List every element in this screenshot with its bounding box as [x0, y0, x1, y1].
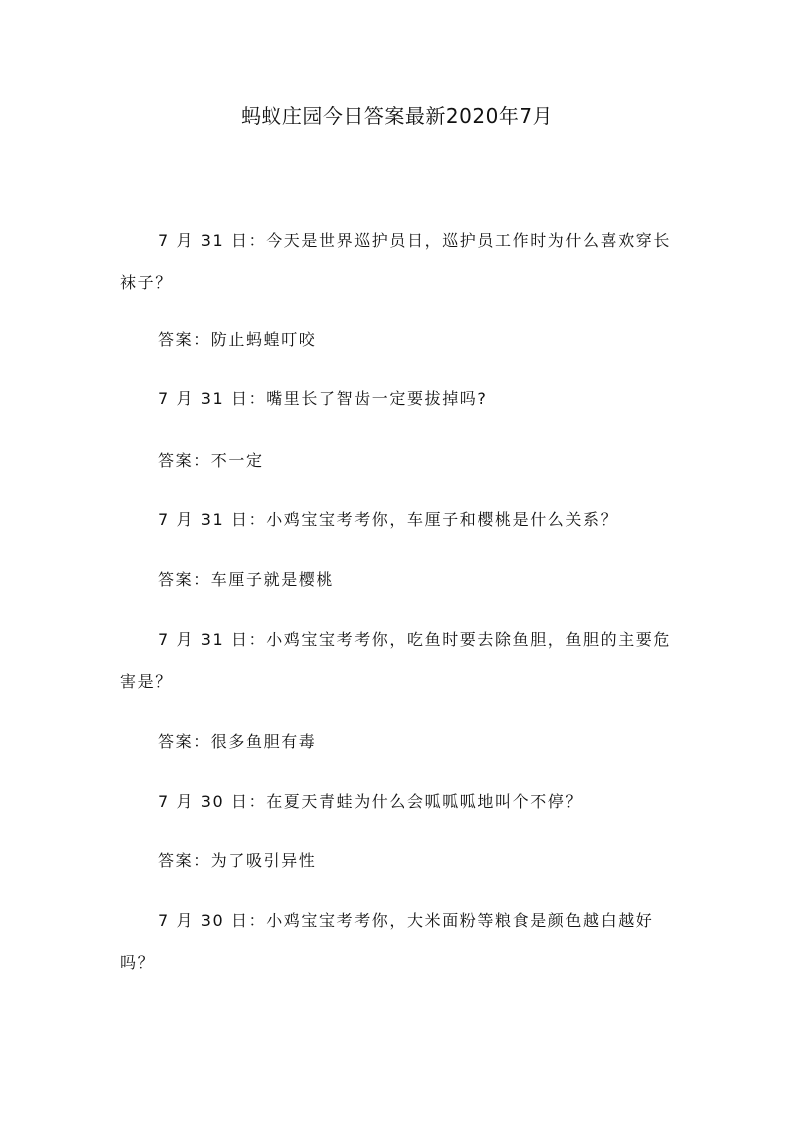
question-paragraph: 7 月 31 日：小鸡宝宝考考你，车厘子和樱桃是什么关系？ [158, 510, 619, 529]
answer-paragraph: 答案：很多鱼胆有毒 [158, 732, 317, 751]
question-paragraph: 7 月 31 日：嘴里长了智齿一定要拔掉吗? [158, 389, 488, 408]
answer-paragraph: 答案：为了吸引异性 [158, 851, 317, 870]
answer-paragraph: 答案：防止蚂蝗叮咬 [158, 330, 317, 349]
question-paragraph: 7 月 30 日：在夏天青蛙为什么会呱呱呱地叫个不停？ [158, 792, 583, 811]
question-paragraph: 7 月 31 日：小鸡宝宝考考你，吃鱼时要去除鱼胆，鱼胆的主要危害是？ [120, 630, 671, 691]
document-title: 蚂蚁庄园今日答案最新2020年7月 [240, 104, 554, 128]
question-paragraph: 7 月 30 日：小鸡宝宝考考你，大米面粉等粮食是颜色越白越好吗？ [120, 911, 654, 972]
answer-paragraph: 答案：车厘子就是樱桃 [158, 570, 335, 589]
answer-paragraph: 答案：不一定 [158, 451, 264, 470]
question-paragraph: 7 月 31 日：今天是世界巡护员日，巡护员工作时为什么喜欢穿长袜子？ [120, 231, 671, 292]
